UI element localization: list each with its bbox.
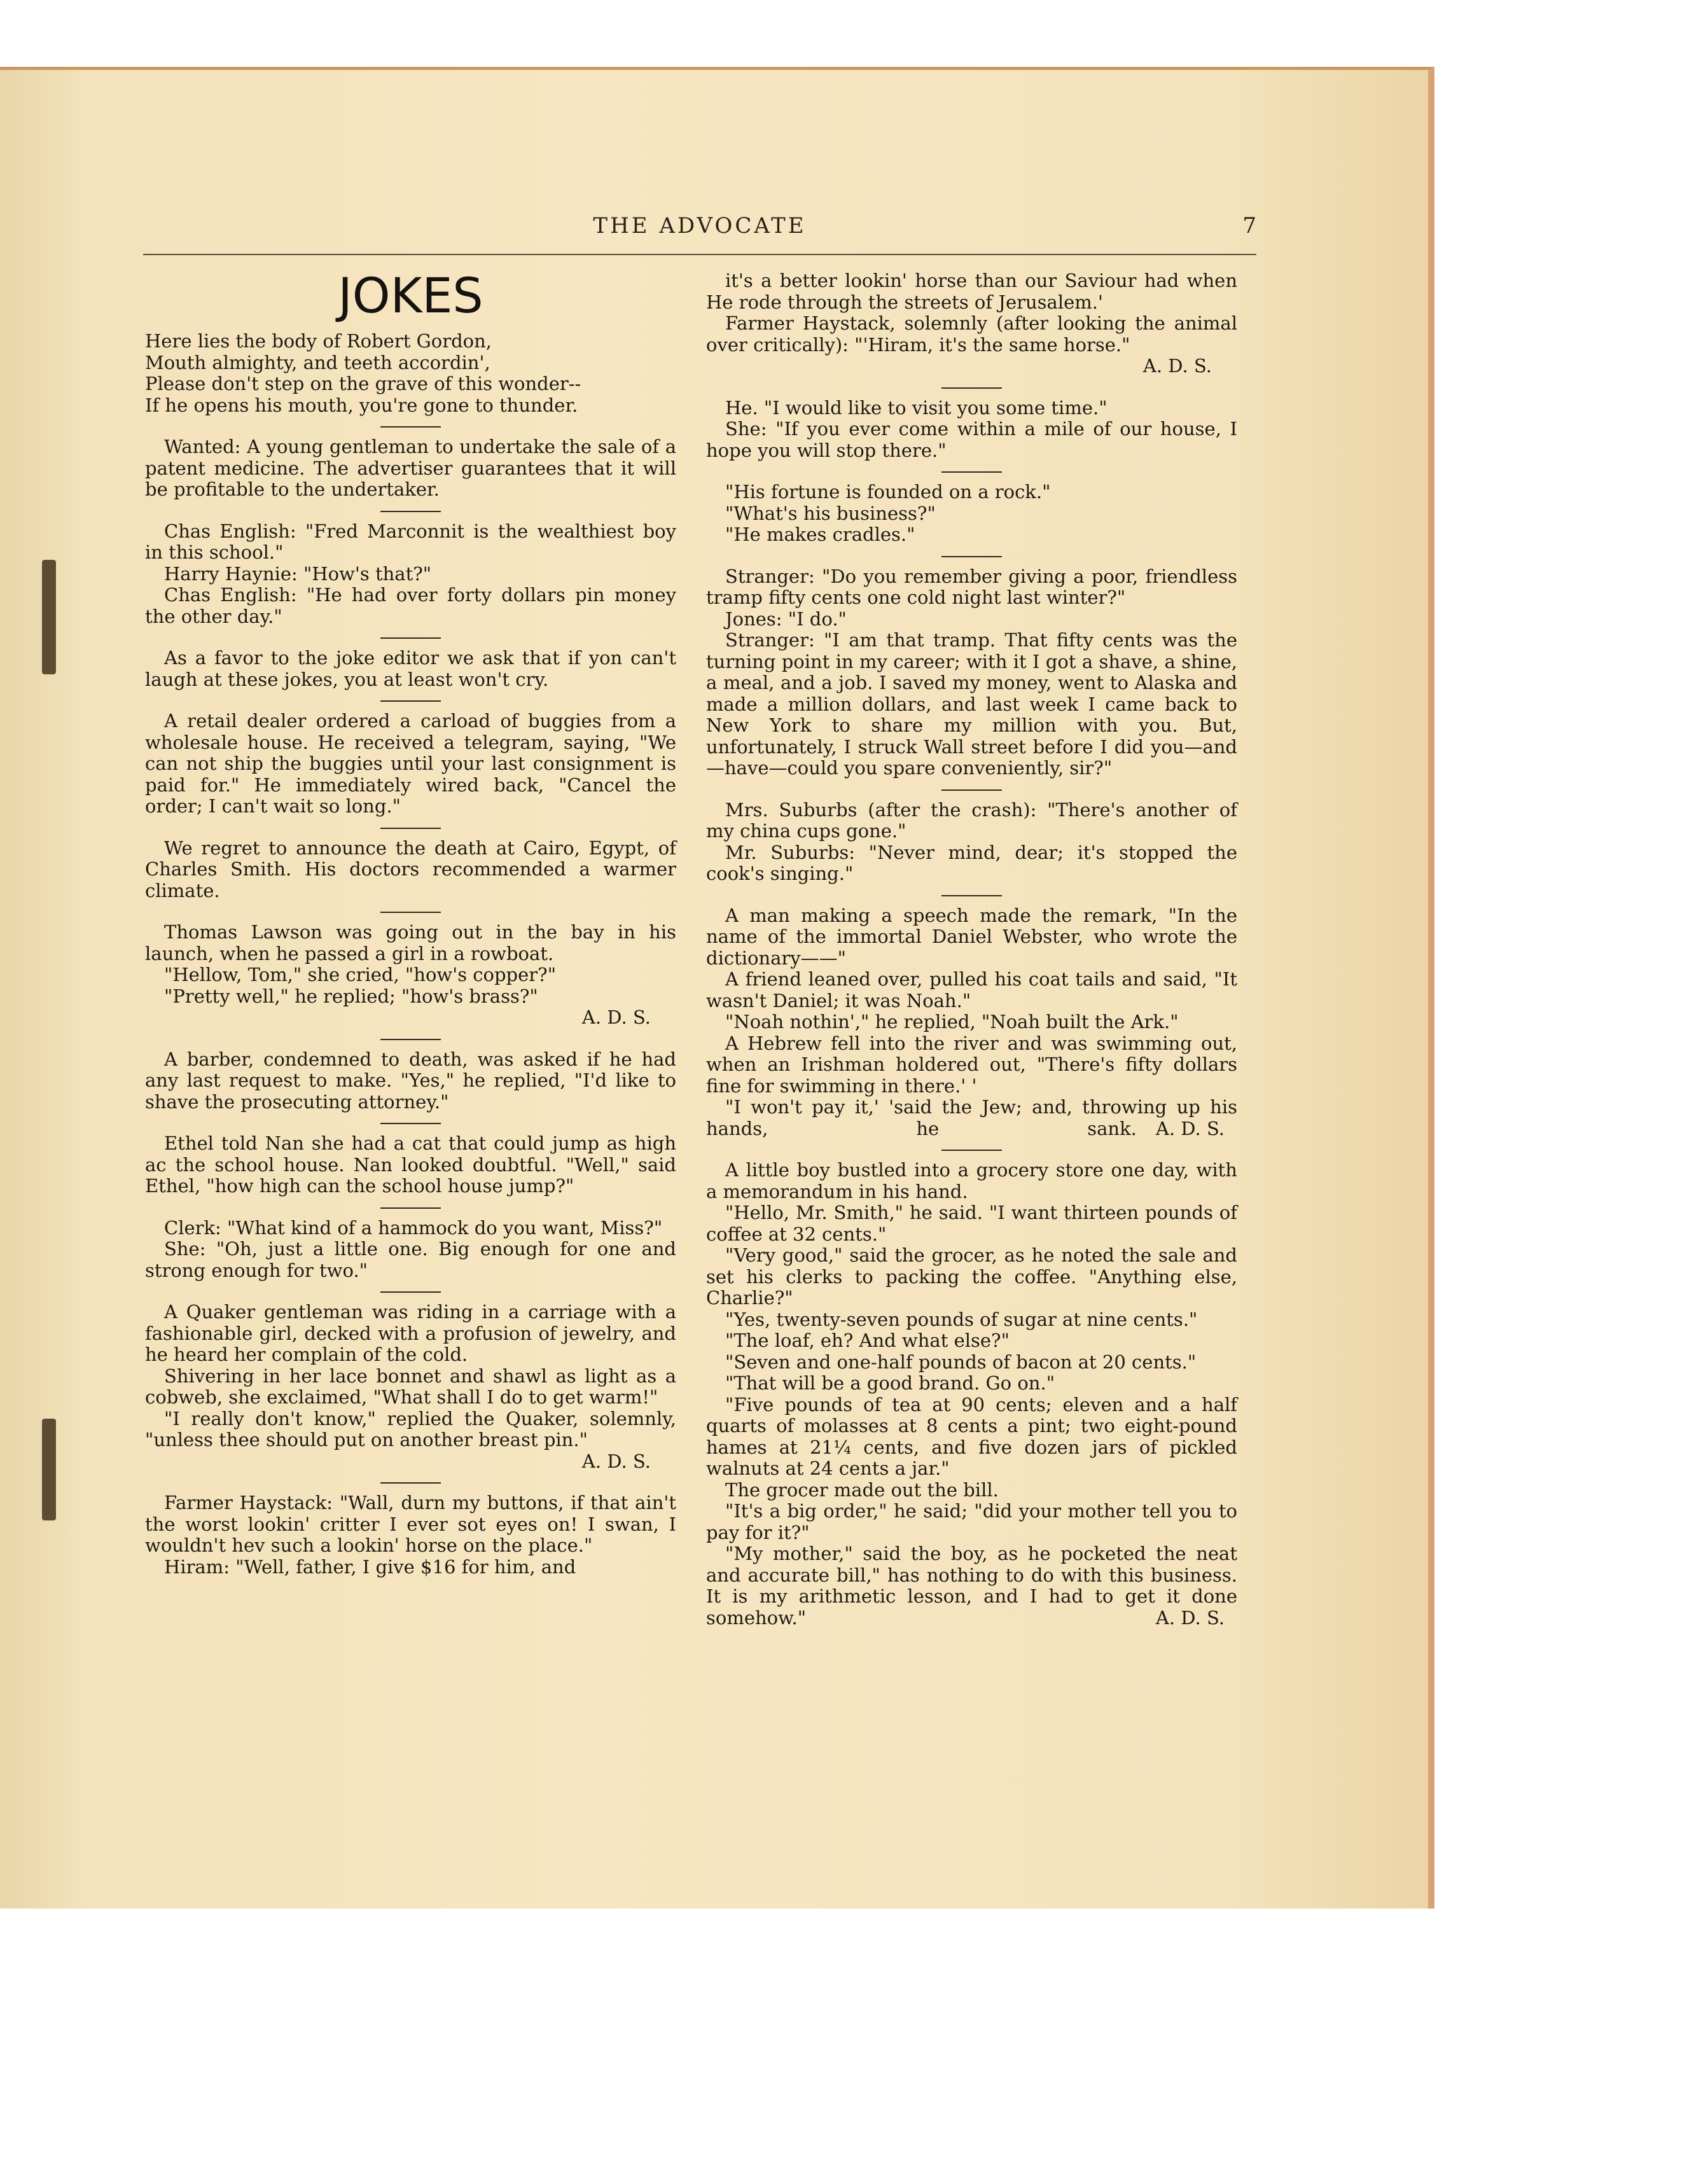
- joke-paragraph: She: "Oh, just a little one. Big enough for one and strong enough for two.": [145, 1238, 676, 1281]
- joke-separator-rule: [380, 700, 441, 702]
- joke-item: [145, 331, 676, 416]
- joke-item: [145, 1049, 676, 1113]
- joke-paragraph: "It's a big order," he said; "did your mother tell you to pay for it?": [706, 1500, 1237, 1543]
- right-column: [706, 270, 1237, 1629]
- joke-separator-rule: [380, 828, 441, 829]
- joke-item: [706, 482, 1237, 546]
- publication-title: THE ADVOCATE: [593, 213, 807, 239]
- joke-paragraph: The grocer made out the bill.: [725, 1478, 999, 1501]
- joke-separator-rule: [380, 637, 441, 639]
- joke-separator-rule: [941, 387, 1002, 389]
- joke-paragraph: A retail dealer ordered a carload of buggies from a wholesale house. He received a telegram, saying, "We can not ship the buggies until your last consignment is paid for." He immediately wired back, "Cancel the order; I can't wait so long.": [145, 710, 676, 817]
- joke-separator-rule: [941, 556, 1002, 557]
- joke-item: [706, 1160, 1237, 1629]
- joke-item: [145, 1492, 676, 1578]
- joke-item: [145, 1218, 676, 1282]
- joke-separator-rule: [380, 1291, 441, 1293]
- joke-paragraph: "Five pounds of tea at 90 cents; eleven and a half quarts of molasses at 8 cents a pint; two eight-pound hames at 21¼ cents, and five dozen jars of pickled walnuts at 24 cents a jar.": [706, 1393, 1237, 1479]
- binding-staple-top: [42, 560, 56, 674]
- joke-paragraph: Stranger: "Do you remember giving a poor, friendless tramp fifty cents one cold night last winter?": [706, 565, 1237, 608]
- joke-item: [145, 1133, 676, 1197]
- joke-item: [145, 922, 676, 1029]
- joke-paragraph: "I won't pay it,' 'said the Jew; and, throwing up his hands, he sank. A. D. S.: [706, 1096, 1237, 1139]
- joke-paragraph: "Hellow, Tom," she cried, "how's copper?": [164, 964, 557, 985]
- joke-paragraph: "His fortune is founded on a rock.": [725, 481, 1051, 503]
- verse-line: Please don't step on the grave of this wonder--: [145, 373, 581, 394]
- joke-paragraph: A barber, condemned to death, was asked if he had any last request to make. "Yes," he replied, "I'd like to shave the prosecuting attorney.": [145, 1048, 676, 1113]
- joke-paragraph: A man making a speech made the remark, "In the name of the immortal Daniel Webster, who wrote the dictionary——": [706, 904, 1237, 969]
- joke-paragraph: Jones: "I do.": [725, 608, 847, 630]
- author-signature: A. D. S.: [1155, 1606, 1225, 1629]
- joke-paragraph: Shivering in her lace bonnet and shawl as light as a cobweb, she exclaimed, "What shall I do to get warm!": [145, 1365, 676, 1408]
- joke-paragraph: He. "I would like to visit you some time.": [725, 396, 1107, 419]
- joke-separator-rule: [380, 1123, 441, 1124]
- joke-paragraph: "Hello, Mr. Smith," he said. "I want thirteen pounds of coffee at 32 cents.": [706, 1202, 1237, 1245]
- joke-item: [145, 648, 676, 690]
- joke-paragraph: Mr. Suburbs: "Never mind, dear; it's stopped the cook's singing.": [706, 841, 1237, 884]
- page-number: 7: [1242, 213, 1256, 239]
- author-signature: A. D. S.: [581, 1006, 651, 1028]
- joke-paragraph: Ethel told Nan she had a cat that could jump as high ac the school house. Nan looked doubtful. "Well," said Ethel, "how high can the school house jump?": [145, 1132, 676, 1197]
- joke-item: [706, 905, 1237, 1140]
- joke-item: [706, 398, 1237, 462]
- section-heading: JOKES: [338, 267, 483, 324]
- joke-paragraph: Clerk: "What kind of a hammock do you want, Miss?": [164, 1216, 663, 1239]
- joke-paragraph: "Pretty well," he replied; "how's brass?": [164, 985, 538, 1007]
- joke-paragraph: "Yes, twenty-seven pounds of sugar at nine cents.": [725, 1308, 1198, 1330]
- left-column: [145, 267, 676, 1578]
- joke-paragraph: "Noah nothin'," he replied, "Noah built the Ark.": [725, 1011, 1179, 1033]
- joke-paragraph: Chas English: "Fred Marconnit is the wealthiest boy in this school.": [145, 520, 676, 563]
- joke-paragraph: We regret to announce the death at Cairo, Egypt, of Charles Smith. His doctors recommended a warmer climate.: [145, 837, 676, 901]
- joke-paragraph: Mrs. Suburbs (after the crash): "There's another of my china cups gone.": [706, 798, 1237, 842]
- joke-paragraph: Wanted: A young gentleman to undertake the sale of a patent medicine. The advertiser guarantees that it will be profitable to the undertaker.: [145, 436, 676, 500]
- joke-separator-rule: [941, 471, 1002, 473]
- joke-paragraph: A Hebrew fell into the river and was swimming out, when an Irishman holdered out, "There's fifty dollars fine for swimming in there.' ': [706, 1032, 1237, 1097]
- joke-paragraph: it's a better lookin' horse than our Saviour had when He rode through the streets of Jerusalem.': [706, 270, 1237, 313]
- joke-paragraph: "I really don't know," replied the Quaker, solemnly, "unless thee should put on another breast pin.": [145, 1407, 676, 1450]
- verse-line: If he opens his mouth, you're gone to thunder.: [145, 394, 578, 416]
- joke-paragraph: "That will be a good brand. Go on.": [725, 1372, 1055, 1394]
- joke-separator-rule: [380, 511, 441, 512]
- author-signature: A. D. S.: [1155, 1117, 1225, 1139]
- joke-item: [145, 436, 676, 501]
- joke-item: [145, 521, 676, 628]
- joke-paragraph: Harry Haynie: "How's that?": [164, 562, 432, 585]
- author-signature: A. D. S.: [581, 1450, 651, 1472]
- joke-paragraph: Thomas Lawson was going out in the bay in his launch, when he passed a girl in a rowboat.: [145, 921, 676, 964]
- joke-separator-rule: [380, 1482, 441, 1484]
- joke-paragraph: Farmer Haystack, solemnly (after looking the animal over critically): "'Hiram, it's the same horse.": [706, 312, 1237, 356]
- joke-separator-rule: [380, 1039, 441, 1040]
- joke-item: [706, 800, 1237, 885]
- joke-item: [145, 711, 676, 817]
- joke-paragraph: "He makes cradles.": [725, 524, 915, 545]
- joke-item: [145, 838, 676, 902]
- running-header: [143, 213, 1256, 255]
- joke-item: [706, 566, 1237, 779]
- joke-paragraph: A little boy bustled into a grocery store one day, with a memorandum in his hand.: [706, 1159, 1237, 1202]
- joke-separator-rule: [380, 912, 441, 913]
- joke-paragraph: "Seven and one-half pounds of bacon at 20 cents.": [725, 1351, 1197, 1373]
- joke-paragraph: Stranger: "I am that tramp. That fifty cents was the turning point in my career; with it I got a shave, a shine, a meal, and a job. I saved my money, went to Alaska and made a million dollars, and last week I came back to New York to share my million with you. But, unfortunately, I struck Wall street before I did you—and—have—could you spare conveniently, sir?": [706, 629, 1237, 779]
- joke-paragraph: "The loaf, eh? And what else?": [725, 1330, 1010, 1351]
- joke-paragraph: "My mother," said the boy, as he pocketed the neat and accurate bill," has nothing to do with this business. It is my arithmetic lesson, and I had to get it done somehow." A. D. S.: [706, 1543, 1237, 1629]
- author-signature: A. D. S.: [1142, 355, 1212, 377]
- joke-separator-rule: [941, 895, 1002, 896]
- joke-paragraph: Farmer Haystack: "Wall, durn my buttons, if that ain't the worst lookin' critter I ever sot eyes on! I swan, I wouldn't hev such a lookin' horse on the place.": [145, 1492, 676, 1556]
- joke-paragraph: "Very good," said the grocer, as he noted the sale and set his clerks to packing the coffee. "Anything else, Charlie?": [706, 1244, 1237, 1309]
- verse-line: Mouth almighty, and teeth accordin',: [145, 351, 490, 373]
- joke-separator-rule: [941, 1150, 1002, 1151]
- joke-paragraph: Hiram: "Well, father, I give $16 for him, and: [164, 1555, 576, 1578]
- joke-separator-rule: [380, 426, 441, 428]
- joke-item: [706, 270, 1237, 377]
- joke-paragraph: As a favor to the joke editor we ask that if yon can't laugh at these jokes, you at least won't cry.: [145, 647, 676, 690]
- verse-line: Here lies the body of Robert Gordon,: [145, 330, 492, 352]
- binding-staple-bottom: [42, 1419, 56, 1520]
- joke-paragraph: "What's his business?": [725, 502, 936, 524]
- joke-separator-rule: [380, 1207, 441, 1209]
- joke-paragraph: She: "If you ever come within a mile of our house, I hope you will stop there.": [706, 418, 1237, 461]
- joke-paragraph: A Quaker gentleman was riding in a carriage with a fashionable girl, decked with a profusion of jewelry, and he heard her complain of the cold.: [145, 1301, 676, 1365]
- joke-paragraph: Chas English: "He had over forty dollars pin money the other day.": [145, 584, 676, 627]
- joke-paragraph: A friend leaned over, pulled his coat tails and said, "It wasn't Daniel; it was Noah.": [706, 968, 1237, 1012]
- joke-separator-rule: [941, 789, 1002, 791]
- joke-item: [145, 1302, 676, 1472]
